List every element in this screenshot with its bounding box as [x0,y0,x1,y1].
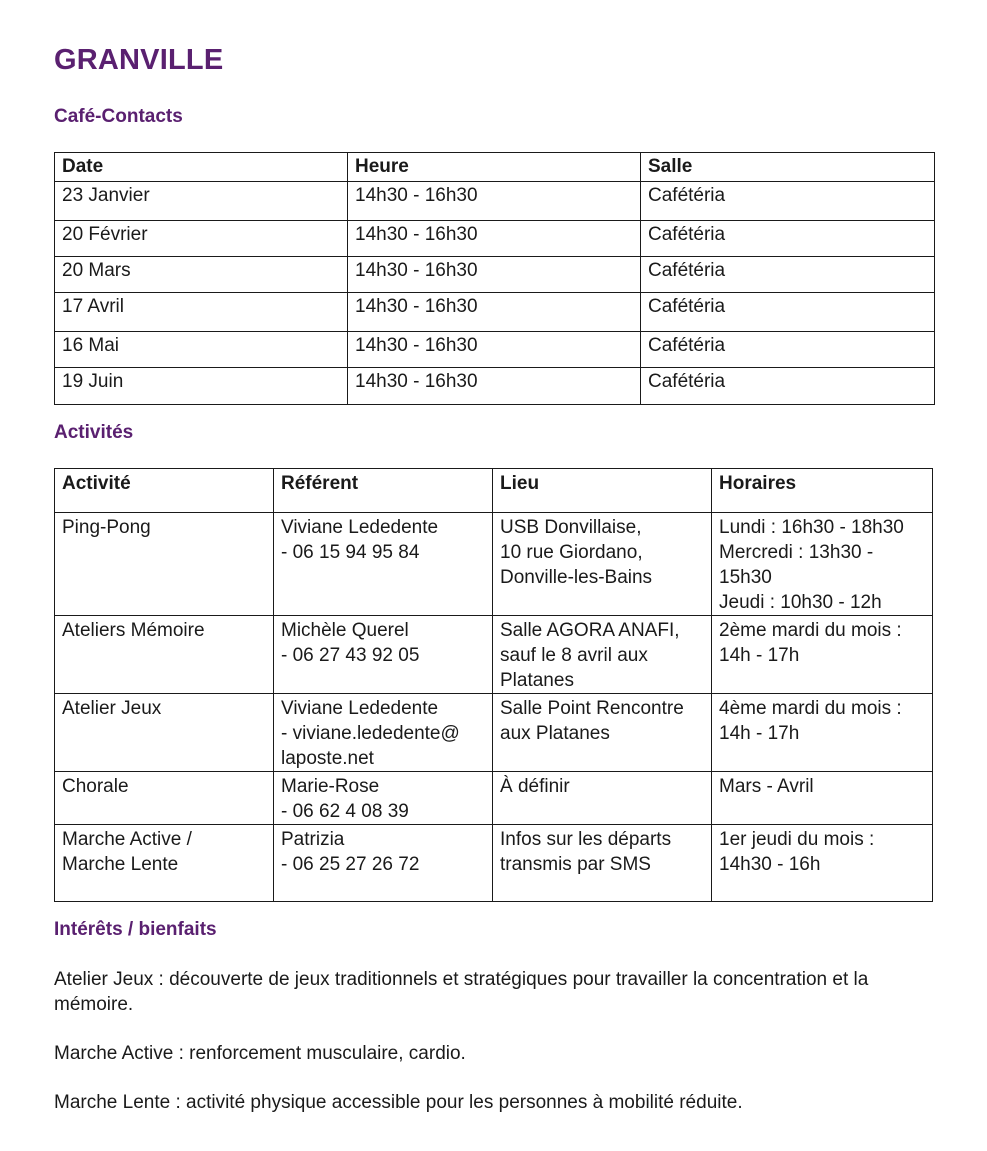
cell-line: Platanes [500,670,574,691]
cell-date: 23 Janvier [55,182,348,221]
cell-salle: Cafétéria [641,182,935,221]
cell-line: 10 rue Giordano, [500,542,643,563]
cell-date: 16 Mai [55,332,348,368]
column-header-activite: Activité [55,469,274,513]
cell-line: transmis par SMS [500,854,651,875]
cell-line: - viviane.lededente@ [281,723,460,744]
cell-line: Marche Active / [62,829,192,850]
cell-line: Viviane Lededente [281,698,439,719]
cell-lieu [493,513,712,616]
table-row [55,825,933,902]
cell-line: - 06 27 43 92 05 [281,645,420,666]
section-heading-activites: Activités [54,422,134,443]
cell-line: 14h - 17h [719,723,800,744]
table-row [55,368,935,405]
cell-line: laposte.net [281,748,374,769]
cell-date: 20 Mars [55,257,348,293]
table-header-row [55,469,933,513]
cell-line: aux Platanes [500,723,610,744]
cell-line: Mars - Avril [719,776,814,797]
cell-activite [55,616,274,694]
cell-line: Salle Point Rencontre [500,698,684,719]
cell-line: - 06 15 94 95 84 [281,542,420,563]
cell-referent [274,616,493,694]
cell-referent [274,694,493,772]
cell-horaires [712,825,933,902]
column-header-referent: Référent [274,469,493,513]
table-header-row [55,153,935,182]
cell-line: USB Donvillaise, [500,517,642,538]
cell-line: Atelier Jeux [62,698,162,719]
table-row [55,182,935,221]
cell-line: Chorale [62,776,129,797]
cell-line: - 06 62 4 08 39 [281,801,409,822]
cell-referent [274,513,493,616]
cell-line: 15h30 [719,567,772,588]
cafe-contacts-table [54,152,935,405]
cell-line: Viviane Lededente [281,517,439,538]
cell-line: Salle AGORA ANAFI, [500,620,680,641]
cell-line: 4ème mardi du mois : [719,698,902,719]
cell-horaires [712,694,933,772]
cell-activite [55,825,274,902]
cell-line: À définir [500,776,570,797]
cell-salle: Cafétéria [641,221,935,257]
cell-line: 2ème mardi du mois : [719,620,902,641]
cell-activite [55,772,274,825]
cell-line: Infos sur les départs [500,829,672,850]
cell-salle: Cafétéria [641,293,935,332]
column-header-date: Date [55,153,348,182]
paragraph-marche-lente: Marche Lente : activité physique accessible pour les personnes à mobilité réduite. [54,1092,743,1113]
cell-activite [55,694,274,772]
cell-line: 1er jeudi du mois : [719,829,875,850]
cell-line: sauf le 8 avril aux [500,645,648,666]
cell-date: 19 Juin [55,368,348,405]
table-row [55,513,933,616]
cell-line: Jeudi : 10h30 - 12h [719,592,882,613]
cell-salle: Cafétéria [641,368,935,405]
cell-line: Patrizia [281,829,345,850]
cell-heure: 14h30 - 16h30 [348,182,641,221]
cell-lieu [493,616,712,694]
cell-heure: 14h30 - 16h30 [348,293,641,332]
cell-heure: 14h30 - 16h30 [348,368,641,405]
column-header-heure: Heure [348,153,641,182]
cell-horaires [712,772,933,825]
cell-line: Marche Lente [62,854,179,875]
cell-lieu [493,694,712,772]
cell-horaires [712,616,933,694]
cell-heure: 14h30 - 16h30 [348,332,641,368]
cell-lieu [493,772,712,825]
cell-referent [274,825,493,902]
cell-lieu [493,825,712,902]
activites-table [54,468,933,902]
table-row [55,332,935,368]
cell-horaires [712,513,933,616]
table-row [55,694,933,772]
table-row [55,616,933,694]
cell-line: 14h30 - 16h [719,854,821,875]
cell-line: 14h - 17h [719,645,800,666]
cell-line: - 06 25 27 26 72 [281,854,420,875]
cell-line: Ateliers Mémoire [62,620,205,641]
table-row [55,221,935,257]
cell-line: Lundi : 16h30 - 18h30 [719,517,904,538]
table-row [55,293,935,332]
cell-line: Marie-Rose [281,776,380,797]
table-row [55,257,935,293]
section-heading-interets: Intérêts / bienfaits [54,919,217,940]
section-heading-cafe-contacts: Café-Contacts [54,106,183,127]
paragraph-atelier-jeux: Atelier Jeux : découverte de jeux traditionnels et stratégiques pour travailler la concentration et la mémoire. [54,969,869,1015]
table-row [55,772,933,825]
paragraph-marche-active: Marche Active : renforcement musculaire, cardio. [54,1043,466,1064]
page-title: GRANVILLE [54,44,224,76]
cell-referent [274,772,493,825]
cell-line: Ping-Pong [62,517,151,538]
cell-date: 20 Février [55,221,348,257]
column-header-salle: Salle [641,153,935,182]
column-header-horaires: Horaires [712,469,933,513]
cell-line: Donville-les-Bains [500,567,653,588]
column-header-lieu: Lieu [493,469,712,513]
cell-activite [55,513,274,616]
cell-line: Mercredi : 13h30 - [719,542,874,563]
cell-heure: 14h30 - 16h30 [348,221,641,257]
cell-line: Michèle Querel [281,620,409,641]
cell-salle: Cafétéria [641,257,935,293]
cell-salle: Cafétéria [641,332,935,368]
cell-heure: 14h30 - 16h30 [348,257,641,293]
cell-date: 17 Avril [55,293,348,332]
